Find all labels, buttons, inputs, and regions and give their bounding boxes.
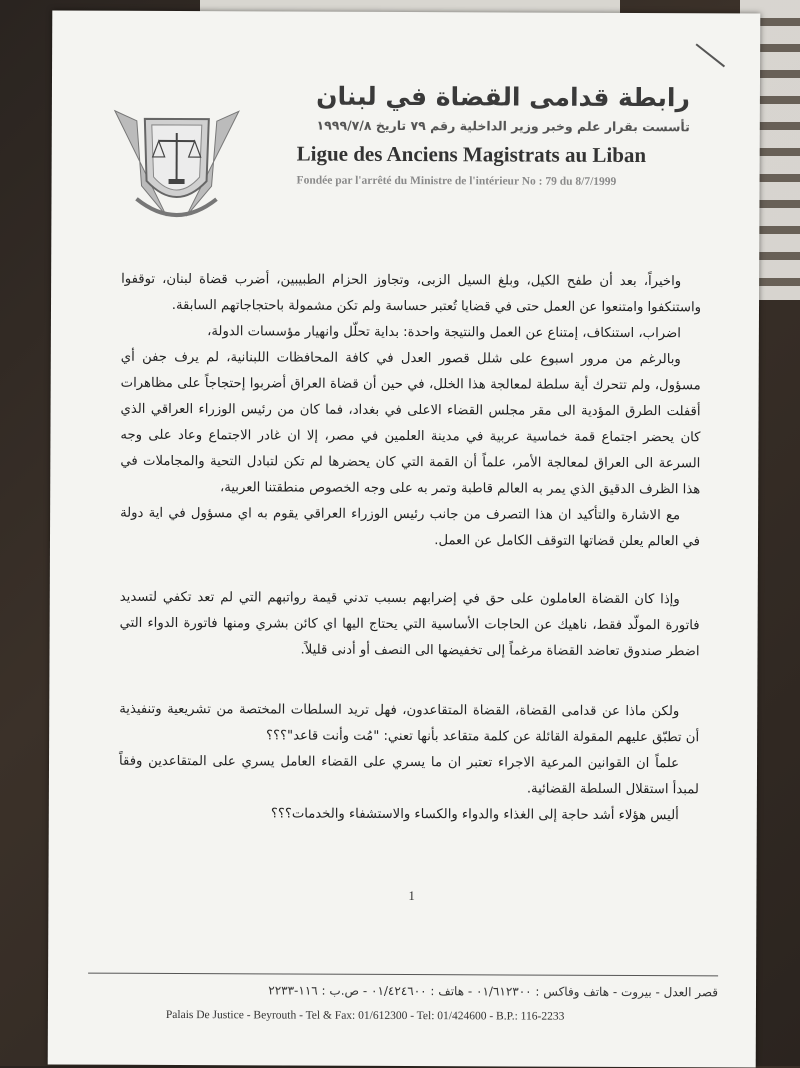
paragraph-4: مع الاشارة والتأكيد ان هذا التصرف من جانب رئيس الوزراء العراقي يقوم به اي مسؤول في اية دولة في العالم يعلن قضاتها التوقف الكامل عن العمل.: [120, 501, 700, 556]
footer-address-french: Palais De Justice - Beyrouth - Tel & Fax: 01/612300 - Tel: 01/424600 - B.P.: 116-2233: [166, 1009, 726, 1023]
subtitle-arabic: تأسست بقرار علم وخبر وزير الداخلية رقم ٧٩ تاريخ ١٩٩٩/٧/٨: [250, 117, 690, 134]
paragraph-6: ولكن ماذا عن قدامى القضاة، القضاة المتقاعدون، فهل تريد السلطات المختصة من تشريعية وتنفيذية أن تطبّق عليهم المقولة القائلة عن كلمة متقاعد بأنها تعني: "مُت وأنت قاعد"؟؟؟: [119, 697, 699, 752]
letter-body: [119, 267, 701, 830]
letter-page: [48, 10, 761, 1067]
paragraph-5: وإذا كان القضاة العاملون على حق في إضرابهم بسبب تدني قيمة رواتبهم التي لم تعد تكفي لتسديد فاتورة المولّد فقط، ناهيك عن الحاجات الأساسية التي يحتاج اليها اي كائن بشري ومنها فاتورة الدواء التي اضطر صندوق تعاضد القضاة مرغماً إلى تخفيضها الى النصف أو أدنى قليلاً.: [119, 585, 699, 666]
footer-address-arabic: قصر العدل - بيروت - هاتف وفاكس : ٠١/٦١٢٣٠٠ - هاتف : ٠١/٤٢٤٦٠٠ - ص.ب : ١١٦-٢٢٣٣: [118, 983, 718, 1000]
title-french: Ligue des Anciens Magistrats au Liban: [297, 142, 727, 169]
paragraph-1: واخيراً، بعد أن طفح الكيل، وبلغ السيل الزبى، وتجاوز الحزام الطبيبين، أضرب قضاة لبنان، توقفوا واستنكفوا وامتنعوا عن العمل حتى في قضايا تُعتبر حساسة ولم تكن مشمولة باحتجاجاتهم السابقة.: [121, 267, 701, 322]
paragraph-3: وبالرغم من مرور اسبوع على شلل قصور العدل في كافة المحافظات اللبنانية، لم يرف جفن أي مسؤول، ولم تتحرك أية سلطة لمعالجة هذا الخلل، في حين أن قضاة العراق أضربوا إحتجاجاً على مظاهرات أقفلت الطرق المؤدية الى مقر مجلس القضاء الاعلى في بغداد، فما كان من رئيس الوزراء العراقي الذي كان يحضر اجتماع قمة خماسية عربية في مدينة العلمين في مصر، إلا ان غادر الاجتماع وعاد على وجه السرعة الى العراق لمعالجة الأمر، علماً أن القمة التي كان يحضرها لم تكن لتبادل التحية والمجاملات في هذا الظرف الدقيق الذي يمر به العالم قاطبة وتمر به على وجه الخصوص منطقتنا العربية،: [120, 345, 701, 504]
page-number: 1: [408, 888, 415, 904]
paragraph-8: أليس هؤلاء أشد حاجة إلى الغذاء والدواء والكساء والاستشفاء والخدمات؟؟؟: [119, 801, 699, 830]
subtitle-french: Fondée par l'arrêté du Ministre de l'intérieur No : 79 du 8/7/1999: [297, 175, 737, 189]
title-arabic: رابطة قدامى القضاة في لبنان: [270, 81, 690, 112]
footer-divider: [88, 973, 718, 977]
paragraph-2: اضراب، استنكاف، إمتناع عن العمل والنتيجة واحدة: بداية تحلّل وانهيار مؤسسات الدولة،: [121, 319, 701, 348]
paragraph-7: علماً ان القوانين المرعية الاجراء تعتبر ان ما يسري على القضاء العامل يسري على المتقاعدين وفقاً لمبدأ استقلال السلطة القضائية.: [119, 749, 699, 804]
justice-scales-emblem-icon: [106, 91, 247, 232]
corner-fold-mark: [696, 43, 726, 67]
